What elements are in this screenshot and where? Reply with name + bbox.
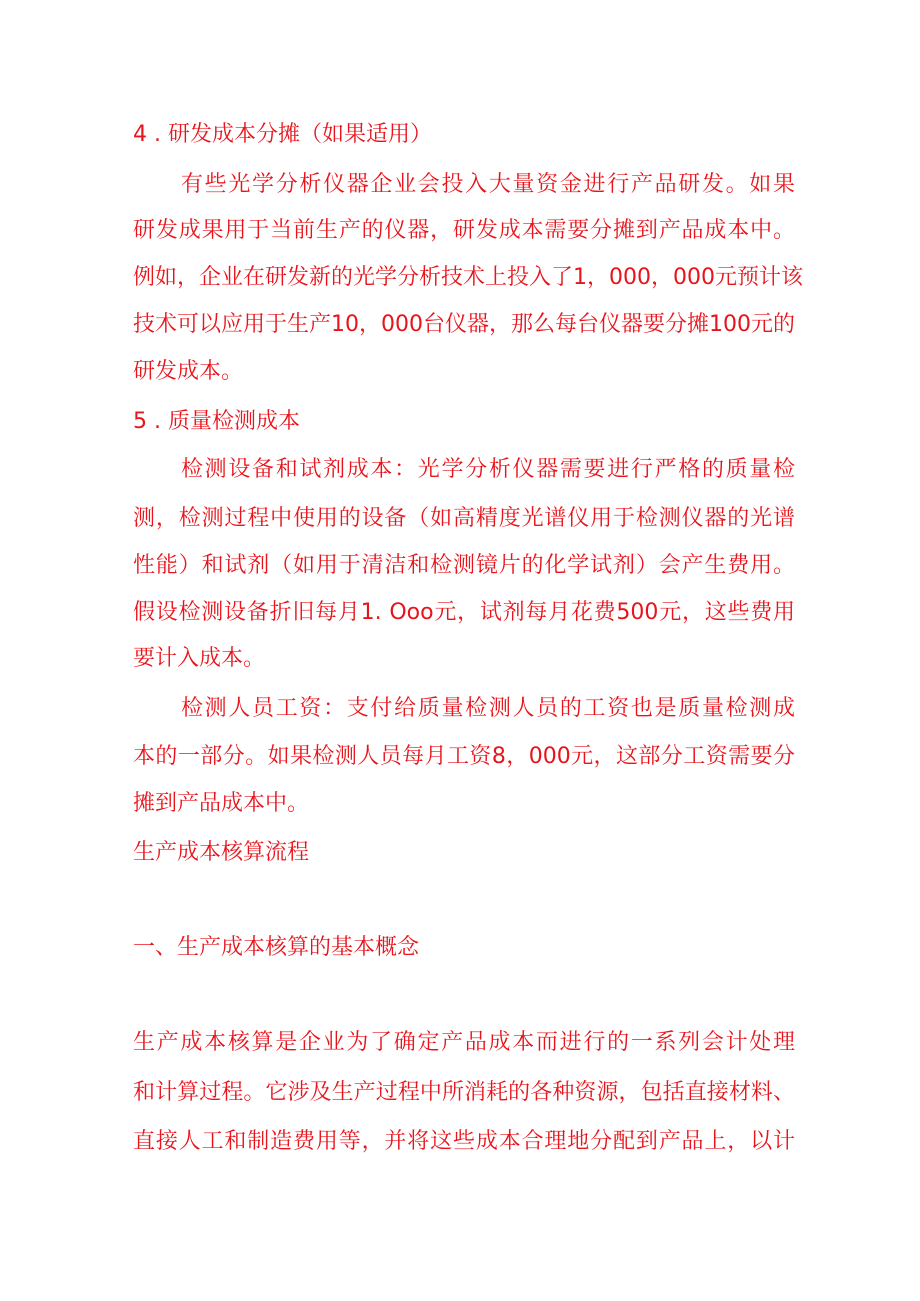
paragraph-line: 测，检测过程中使用的设备（如高精度光谱仪用于检测仪器的光谱	[133, 506, 795, 531]
paragraph-line: 和计算过程。它涉及生产过程中所消耗的各种资源，包括直接材料、	[133, 1080, 795, 1105]
section-heading-basic-concept: 一、生产成本核算的基本概念	[133, 935, 420, 960]
paragraph-line: 假设检测设备折旧每月1. Ooo元，试剂每月花费500元，这些费用	[133, 600, 795, 625]
document-subtitle: 生产成本核算流程	[133, 840, 310, 865]
paragraph-line: 直接人工和制造费用等，并将这些成本合理地分配到产品上，以计	[133, 1129, 795, 1154]
paragraph-line: 生产成本核算是企业为了确定产品成本而进行的一系列会计处理	[133, 1030, 795, 1055]
paragraph-line: 技术可以应用于生产10，000台仪器，那么每台仪器要分摊100元的	[133, 312, 795, 337]
paragraph-line: 有些光学分析仪器企业会投入大量资金进行产品研发。如果	[181, 172, 795, 197]
paragraph-line: 本的一部分。如果检测人员每月工资8，000元，这部分工资需要分	[133, 744, 795, 769]
paragraph-line: 例如，企业在研发新的光学分析技术上投入了1，000，000元预计该	[133, 265, 803, 290]
paragraph-line: 检测设备和试剂成本：光学分析仪器需要进行严格的质量检	[181, 457, 795, 482]
paragraph-line: 研发成本。	[133, 359, 244, 384]
paragraph-line: 摊到产品成本中。	[133, 791, 310, 816]
paragraph-line: 性能）和试剂（如用于清洁和检测镜片的化学试剂）会产生费用。	[133, 553, 795, 578]
section-heading-rd-cost: 4 . 研发成本分摊（如果适用）	[133, 122, 432, 147]
paragraph-line: 要计入成本。	[133, 646, 266, 671]
paragraph-line: 研发成果用于当前生产的仪器，研发成本需要分摊到产品成本中。	[133, 218, 795, 243]
paragraph-line: 检测人员工资：支付给质量检测人员的工资也是质量检测成	[181, 696, 795, 721]
section-heading-quality-cost: 5 . 质量检测成本	[133, 409, 300, 434]
